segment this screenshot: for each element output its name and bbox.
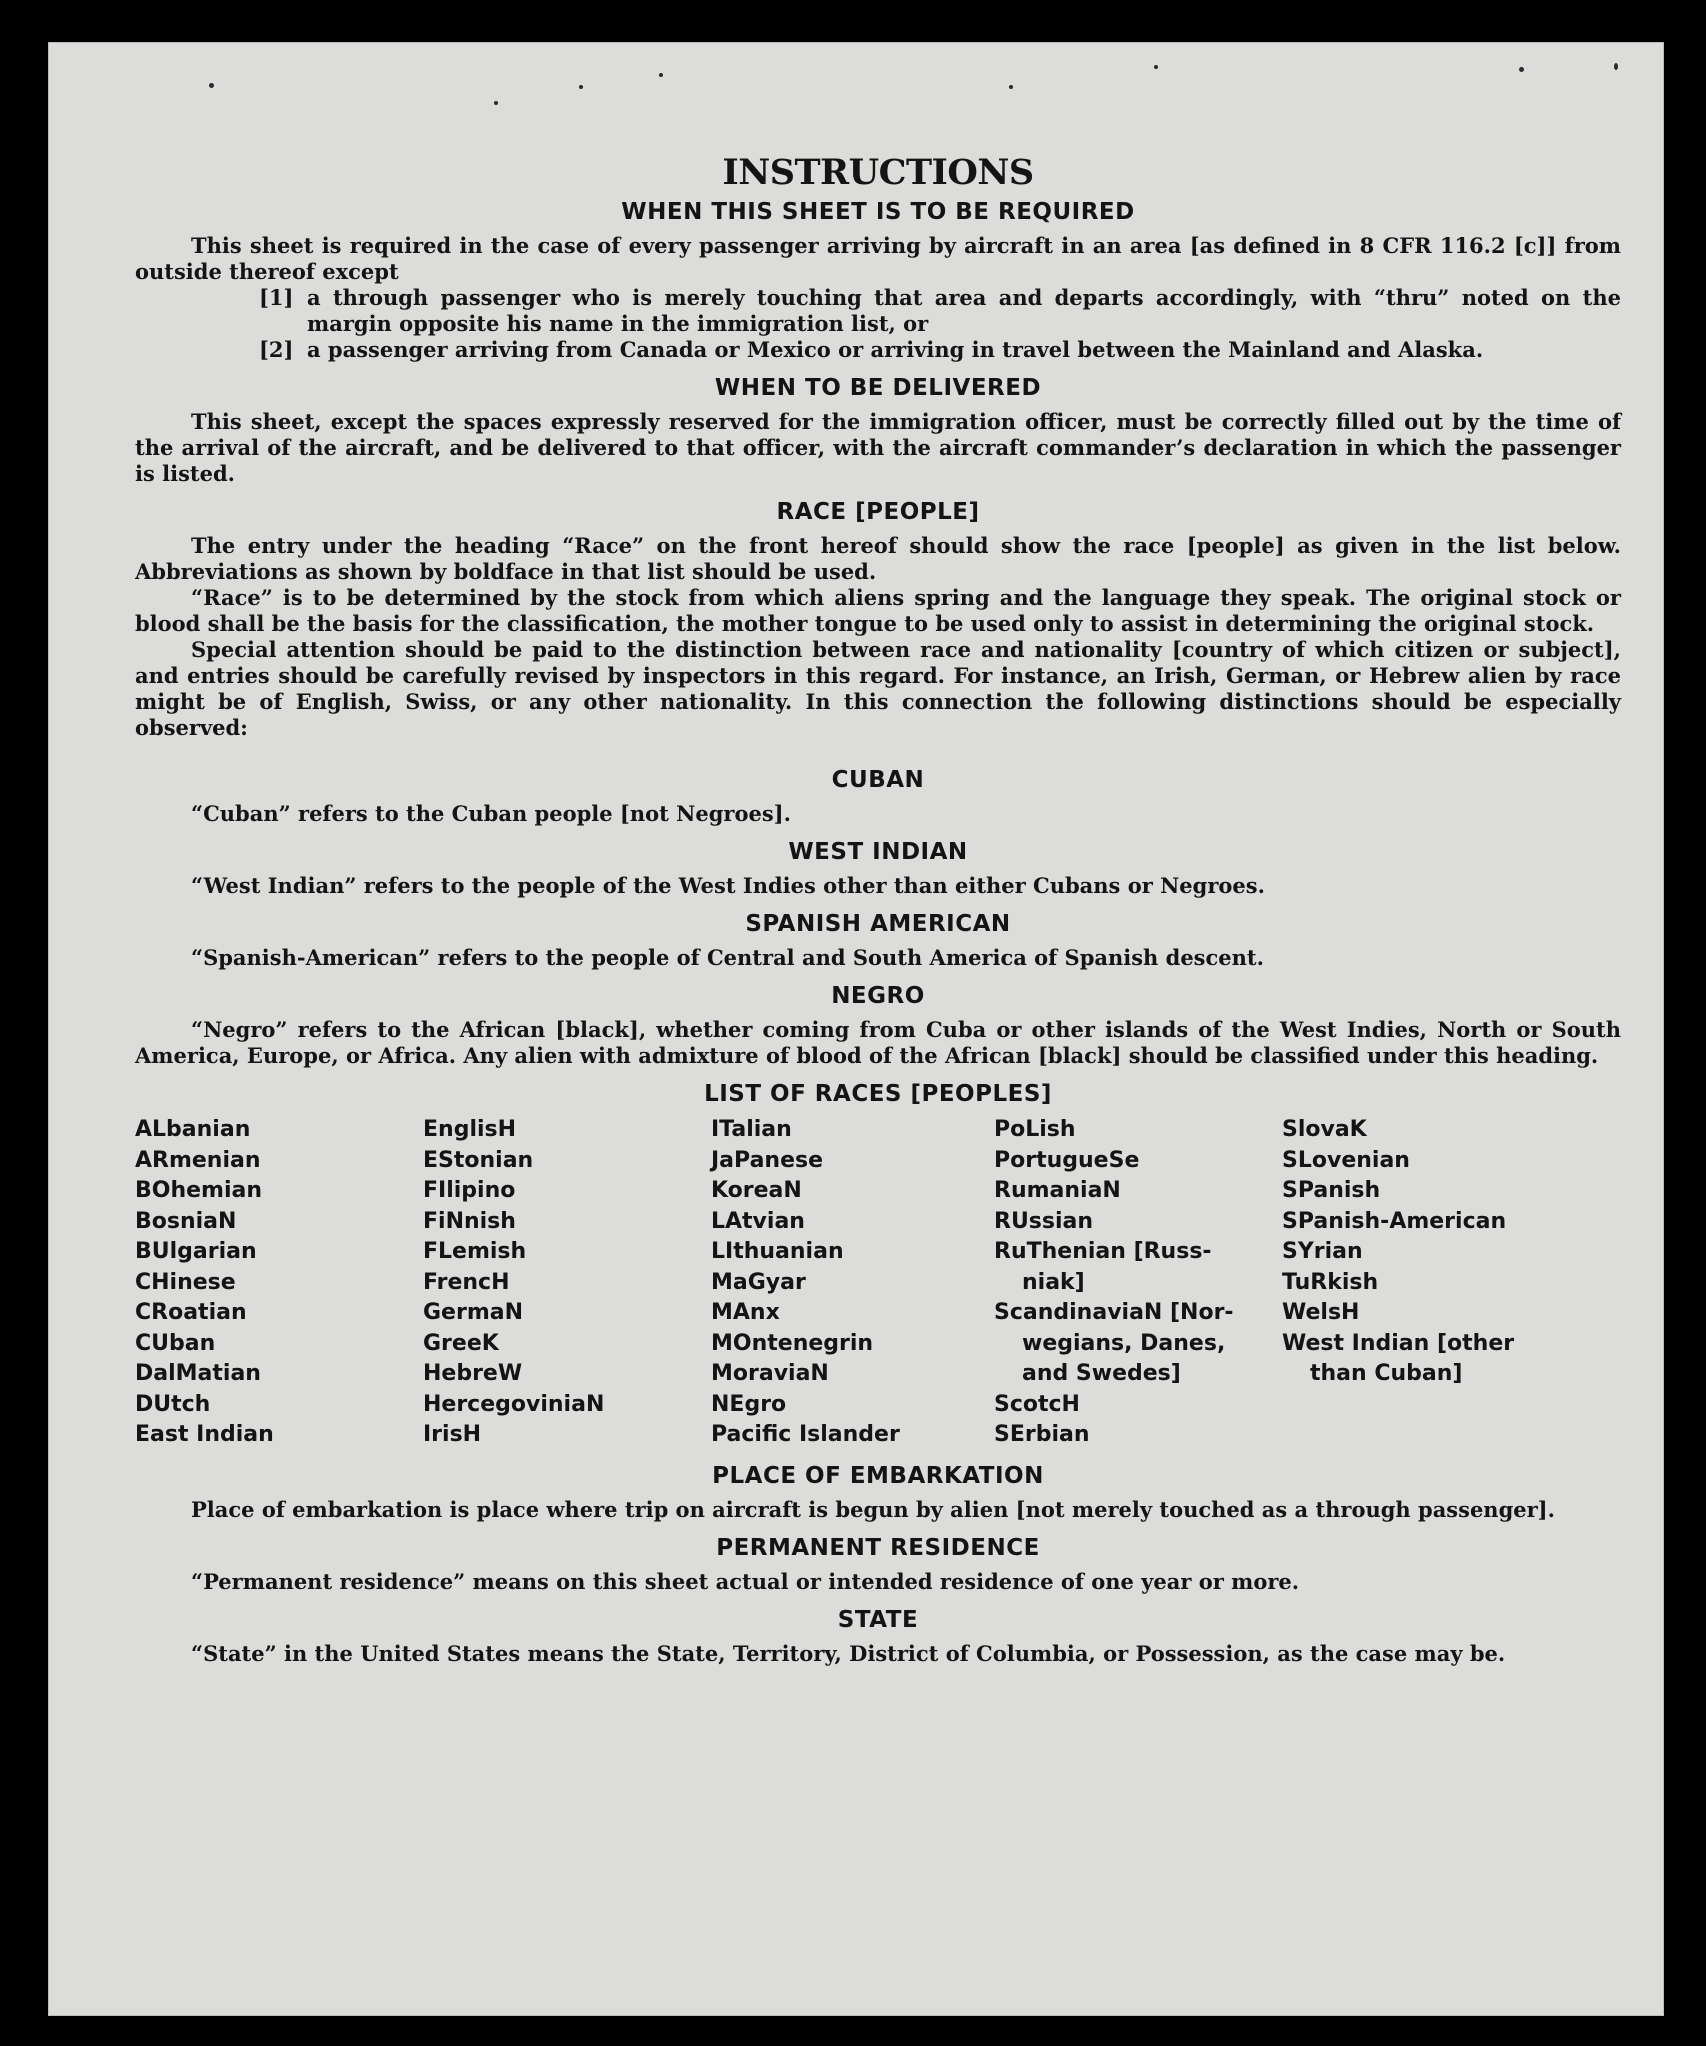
races-column-1 xyxy=(135,1115,423,1451)
race-entry: CUban xyxy=(135,1330,216,1356)
race-entry: ScandinaviaN [Nor- xyxy=(994,1300,1234,1325)
race-entry: East Indian xyxy=(135,1422,274,1447)
document-sheet xyxy=(48,42,1664,2016)
race-entry: MoraviaN xyxy=(711,1361,829,1386)
speck xyxy=(494,101,498,105)
heading-permanent-residence: PERMANENT RESIDENCE xyxy=(716,1534,1040,1561)
race-entry: ARmenian xyxy=(135,1147,261,1173)
speck xyxy=(579,85,583,89)
speck xyxy=(1154,65,1158,69)
item-text: a through passenger who is merely touching that area and departs accordingly, with “thru” noted on the margin opposite his name in the immigration list, or xyxy=(307,285,1621,336)
heading-race: RACE [PEOPLE] xyxy=(776,499,980,525)
speck xyxy=(1614,63,1618,70)
negro-text: “Negro” refers to the African [black], whether coming from Cuba or other islands of the West Indies, North or South America, Europe, or Africa. Any alien with admixture of blood of the African [black] should be classified under this heading. xyxy=(135,1017,1621,1068)
race-entry: LAtvian xyxy=(711,1208,805,1234)
required-intro: This sheet is required in the case of every passenger arriving by aircraft in an area [as defined in 8 CFR 116.2 [c]] from outside thereof except xyxy=(135,233,1621,284)
race-entry: RUssian xyxy=(994,1208,1094,1234)
heading-embarkation: PLACE OF EMBARKATION xyxy=(712,1462,1044,1489)
races-column-4 xyxy=(994,1115,1282,1451)
race-paragraph-1: The entry under the heading “Race” on the front hereof should show the race [people] as given in the list below. Abbreviations as shown by boldface in that list should be used. xyxy=(135,533,1621,584)
instructions-content xyxy=(135,151,1621,1667)
race-entry: PoLish xyxy=(994,1117,1076,1142)
race-entry: FIlipino xyxy=(423,1178,516,1203)
race-entry-continuation: niak] xyxy=(1022,1269,1085,1295)
race-entry: PortugueSe xyxy=(994,1147,1140,1173)
race-paragraph-3: Special attention should be paid to the distinction between race and nationality [country of which citizen or subject], and entries should be carefully revised by inspectors in this regard. For instance, an Irish, German, or Hebrew alien by race might be of English, Swiss, or any other nationality. In this connection the following distinctions should be especially observed: xyxy=(135,637,1621,740)
race-entry: Pacific Islander xyxy=(711,1422,900,1447)
race-entry: HercegoviniaN xyxy=(423,1391,605,1417)
race-entry: DalMatian xyxy=(135,1361,261,1386)
race-entry: CHinese xyxy=(135,1269,236,1295)
heading-cuban: CUBAN xyxy=(831,767,925,793)
race-entry: SlovaK xyxy=(1282,1117,1367,1142)
race-entry-continuation: and Swedes] xyxy=(1022,1361,1181,1386)
race-entry: GreeK xyxy=(423,1330,499,1356)
spanish-american-text: “Spanish-American” refers to the people of Central and South America of Spanish descent. xyxy=(191,945,1264,970)
race-entry: SPanish-American xyxy=(1282,1208,1507,1234)
race-entry: GermaN xyxy=(423,1300,524,1325)
heading-west-indian: WEST INDIAN xyxy=(788,839,968,865)
page-title: INSTRUCTIONS xyxy=(722,152,1034,193)
race-entry: RuThenian [Russ- xyxy=(994,1239,1212,1264)
race-entry: EStonian xyxy=(423,1147,534,1173)
race-entry: SLovenian xyxy=(1282,1147,1410,1173)
race-entry: EnglisH xyxy=(423,1117,517,1142)
race-entry: ScotcH xyxy=(994,1391,1080,1417)
race-entry: WelsH xyxy=(1282,1300,1360,1325)
race-entry: FrencH xyxy=(423,1269,510,1295)
heading-spanish-american: SPANISH AMERICAN xyxy=(745,911,1011,937)
west-indian-text: “West Indian” refers to the people of the West Indies other than either Cubans or Negroes. xyxy=(191,873,1265,898)
heading-state: STATE xyxy=(837,1606,919,1633)
races-table xyxy=(135,1115,1621,1451)
item-number: [2] xyxy=(259,337,294,362)
race-entry: MAnx xyxy=(711,1300,780,1325)
permanent-residence-text: “Permanent residence” means on this sheet actual or intended residence of one year or more. xyxy=(191,1568,1300,1594)
embarkation-text: Place of embarkation is place where trip on aircraft is begun by alien [not merely touched as a through passenger]. xyxy=(191,1496,1555,1522)
race-entry: ALbanian xyxy=(135,1117,251,1142)
race-entry: RumaniaN xyxy=(994,1178,1121,1203)
race-entry: West Indian [other xyxy=(1282,1330,1515,1356)
speck xyxy=(659,73,663,77)
race-entry: LIthuanian xyxy=(711,1239,844,1264)
race-entry: BosniaN xyxy=(135,1208,237,1234)
race-entry: MaGyar xyxy=(711,1269,806,1295)
race-entry-continuation: than Cuban] xyxy=(1310,1361,1463,1386)
race-entry: SErbian xyxy=(994,1422,1090,1447)
race-entry: HebreW xyxy=(423,1361,523,1386)
races-column-5 xyxy=(1282,1115,1621,1451)
item-number: [1] xyxy=(259,285,294,310)
speck xyxy=(1009,85,1013,89)
race-entry: IrisH xyxy=(423,1422,482,1447)
delivered-text: This sheet, except the spaces expressly reserved for the immigration officer, must be correctly filled out by the time of the arrival of the aircraft, and be delivered to that officer, with the aircraft commander’s declaration in which the passenger is listed. xyxy=(135,409,1621,486)
race-entry: NEgro xyxy=(711,1391,787,1417)
heading-negro: NEGRO xyxy=(831,983,925,1009)
speck xyxy=(1519,67,1524,72)
list-item xyxy=(135,337,1621,363)
race-entry: FLemish xyxy=(423,1239,527,1264)
race-entry: KoreaN xyxy=(711,1178,802,1203)
list-item xyxy=(135,285,1621,337)
race-entry: BOhemian xyxy=(135,1178,263,1203)
speck xyxy=(209,83,214,88)
race-entry: MOntenegrin xyxy=(711,1330,874,1356)
race-entry: SYrian xyxy=(1282,1239,1363,1264)
heading-delivered: WHEN TO BE DELIVERED xyxy=(714,375,1042,401)
race-entry: TuRkish xyxy=(1282,1269,1379,1295)
race-entry: FiNnish xyxy=(423,1208,516,1234)
races-column-3 xyxy=(711,1115,994,1451)
race-entry: DUtch xyxy=(135,1391,211,1417)
races-column-2 xyxy=(423,1115,711,1451)
item-text: a passenger arriving from Canada or Mexico or arriving in travel between the Mainland and Alaska. xyxy=(307,337,1484,362)
heading-required: WHEN THIS SHEET IS TO BE REQUIRED xyxy=(621,199,1135,225)
race-entry: CRoatian xyxy=(135,1300,247,1325)
state-text: “State” in the United States means the State, Territory, District of Columbia, or Possession, as the case may be. xyxy=(191,1640,1506,1666)
race-paragraph-2: “Race” is to be determined by the stock from which aliens spring and the language they speak. The original stock or blood shall be the basis for the classification, the mother tongue to be used only to assist in determining the original stock. xyxy=(135,585,1621,636)
race-entry: JaPanese xyxy=(711,1147,824,1173)
race-entry: BUlgarian xyxy=(135,1239,257,1264)
cuban-text: “Cuban” refers to the Cuban people [not Negroes]. xyxy=(191,801,791,826)
heading-list-of-races: LIST OF RACES [PEOPLES] xyxy=(704,1081,1052,1107)
race-entry: ITalian xyxy=(711,1117,792,1142)
race-entry-continuation: wegians, Danes, xyxy=(1022,1330,1226,1356)
race-entry: SPanish xyxy=(1282,1178,1381,1203)
